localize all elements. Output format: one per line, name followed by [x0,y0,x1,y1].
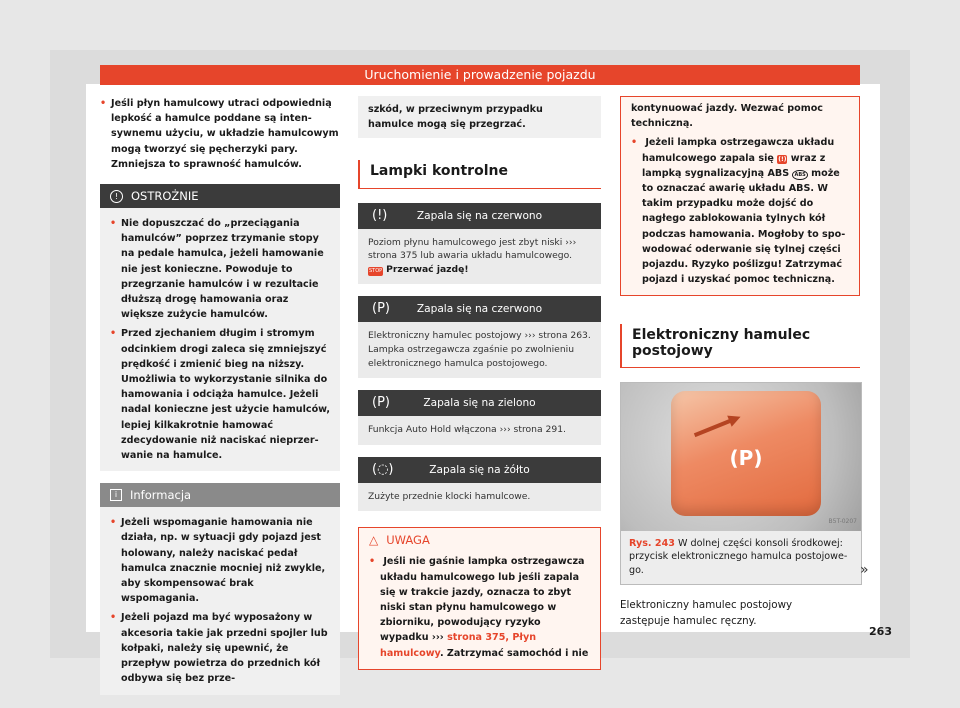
continued-marker: » [860,562,869,578]
lamp-entry [358,203,601,285]
warning-item [369,554,592,660]
parking-brake-button [671,391,821,516]
info-item: • Jeżeli wspomaganie hamowania nie działa, np. w sytuacji gdy pojazd jest holowany, należy naciskać pedał hamulca znacznie mocniej niż zwykle, aby skompensować brak wspomagania. [110,515,332,606]
column-2 [358,96,601,670]
lamp-title: Zapala się na czerwono [416,209,543,222]
parking-symbol-icon: (P) [729,445,763,470]
caution-icon: ! [110,190,123,203]
caution-box [100,184,340,471]
caution-body [100,208,340,471]
lamp-text: Funkcja Auto Hold włączona ››› strona 291. [368,424,566,436]
warning-continuation-box [620,96,860,296]
warning-box [358,527,601,669]
info-box [100,483,340,694]
lamp-header [358,390,601,416]
brake-pad-icon: (◌) [372,461,394,477]
lamp-text: Elektroniczny hamulec postojowy ››› strona 263. Lampka ostrzegawcza zgaśnie po zwolnieniu elektronicznego hamulca postojowego. [368,330,591,369]
bullet-text: Jeżeli lampka ostrzegawcza układu hamulcowego zapala się [642,137,835,164]
auto-hold-icon: (P) [372,395,390,411]
lamp-entry [358,296,601,378]
warning-item [631,135,849,287]
caution-continuation [358,96,601,138]
lamp-header [358,203,601,229]
continuation-text: szkód, w przeciwnym przypadku hamulce mogą się przegrzać. [368,104,543,131]
column-3 [620,96,860,629]
warning-title: UWAGA [386,533,430,548]
brake-warning-icon: (!) [372,207,388,223]
warning-triangle-icon: △ [369,533,379,548]
lamp-header [358,457,601,483]
info-header [100,483,340,507]
lamp-entry [358,390,601,445]
abs-icon: ABS [794,171,806,178]
caption-text: W dolnej części konsoli środkowej: przycisk elektronicznego hamulca postojowego. [629,537,848,577]
lamp-title: Zapala się na zielono [423,397,536,410]
info-icon: i [110,489,122,501]
parking-brake-image [621,383,861,531]
figure-caption [621,531,861,584]
lamp-body [358,416,601,445]
stop-text: Przerwać jazdę! [386,263,469,275]
caution-item: • Przed zjechaniem długim i stromym odcinkiem drogi zaleca się zmniejszyć prędkość i zmienić bieg na niższy. Umożliwia to wykorzystanie silnika do hamowania i odciąża hamulce. Jeżeli nadal konieczne jest użycie hamulców, lepiej kilkakrotnie hamować zdecydowanie niż naciskać nieprzerwanie na hamulce. [110,326,332,463]
warning-text: Jeśli nie gaśnie lampka ostrzegawcza układu hamulcowego lub jeśli zapala się w trakcie jazdy, oznacza to zbyt niski stan płynu hamulcowego w zbiorniku, powodujący ryzyko wypadku ››› [380,556,585,644]
lamp-header [358,296,601,322]
caution-header [100,184,340,208]
info-body [100,507,340,694]
continuation-text: kontynuować jazdy. Wezwać pomoc techniczną. [631,103,823,130]
warning-tail: . Zatrzymać samochód i nie [439,647,589,659]
info-item: • Jeżeli pojazd ma być wyposażony w akcesoria takie jak przedni spojler lub kołpaki, należy się upewnić, że przepływ powietrza do przednich kół odbywa się bez prze- [110,610,332,686]
warning-header [359,528,600,552]
column-1 [100,96,340,695]
button-arrowhead-icon [727,411,743,427]
page-number: 263 [869,625,892,638]
caution-item: • Nie dopuszczać do „przeciągania hamulców” poprzez trzymanie stopy na pedale hamulca, jeżeli hamowanie nie jest konieczne. Powoduje to przegrzanie hamulców i w rezultacie dłuższą drogę hamowania oraz większe zużycie hamulców. [110,216,332,322]
page-header: Uruchomienie i prowadzenie pojazdu [100,65,860,85]
lamp-title: Zapala się na żółto [429,463,530,476]
lamp-text: Zużyte przednie klocki hamulcowe. [368,490,531,502]
caution-title: OSTROŻNIE [131,189,199,204]
parking-brake-icon: (P) [372,301,390,317]
lamp-title: Zapala się na czerwono [416,303,543,316]
body-text: Elektroniczny hamulec postojowy zastępuje hamulec ręczny. [620,598,793,627]
lamp-text: Poziom płynu hamulcowego jest zbyt niski ››› strona 375 lub awaria układu hamulcowego. [368,236,577,262]
lamp-body [358,483,601,512]
bullet-text: może to oznaczać awarię układu ABS. W takim przypadku może dojść do nagłego zablokowania tylnych kół podczas hamowania. Mogłoby to spowodować oderwanie się tylnej części pojazdu. Ryzyko poślizgu! Zatrzymać pojazd i uzyskać pomoc techniczną. [642,167,846,286]
lamp-body [358,322,601,378]
figure-243 [620,382,862,585]
stop-icon: STOP [369,267,383,274]
lamp-body [358,229,601,285]
warning-body [359,552,600,668]
section-title-lampki: Lampki kontrolne [358,160,601,188]
figure-code: B5T-0207 [828,517,857,525]
lamp-entry [358,457,601,512]
warning-link[interactable]: strona 375, Płyn hamulcowy [380,632,537,659]
info-title: Informacja [130,488,192,503]
intro-bullet: • Jeśli płyn hamulcowy utraci odpowiednią lepkość a hamulce poddane są intensywnemu użyciu, w układzie hamulcowym mogą tworzyć się pęcherzyki pary. Zmniejsza to sprawność hamulców. [100,96,340,172]
bullet-text: wraz z lampką sygnalizacyjną ABS [642,152,826,179]
brake-warning-icon: (!) [778,155,787,163]
caption-label: Rys. 243 [629,537,675,549]
section-title-parking-brake: Elektroniczny hamulec postojowy [620,324,860,367]
